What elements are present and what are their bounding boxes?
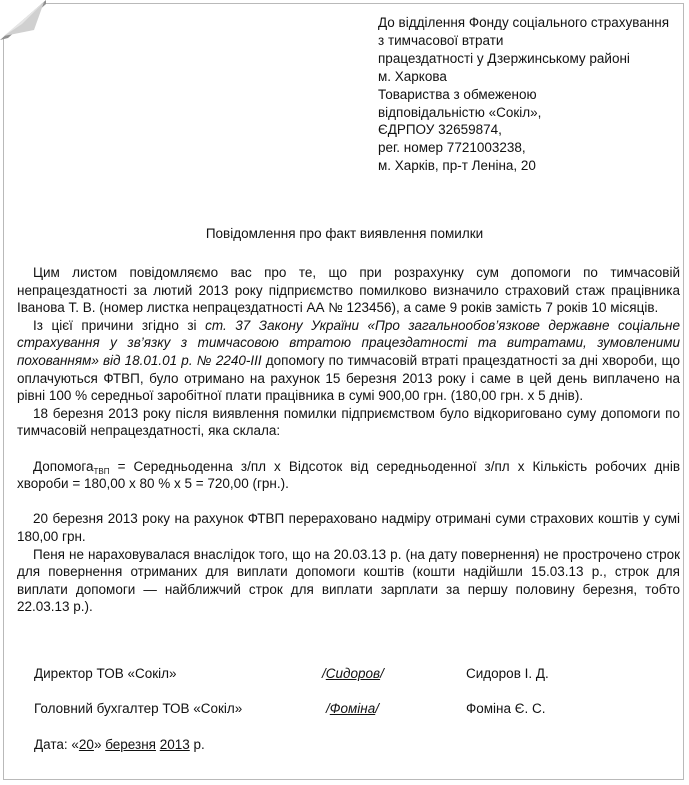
date-year: 2013: [159, 737, 190, 752]
accountant-role: Головний бухгалтер ТОВ «Сокіл»: [34, 701, 243, 716]
director-name: Сидоров І. Д.: [466, 666, 549, 681]
address-line: працездатності у Дзержинському районі: [378, 50, 630, 66]
address-line: До відділення Фонду соціального страхування: [378, 15, 670, 30]
formula: [17, 458, 680, 493]
text-span: допомогу по тимчасовій втраті працездатності за дні хвороби, що оплачуються ФТВП, було отримано на рахунок 15 березня 2013 року і саме в цей день виплачено на рівні 100 % середньої заробітної плати працівника в сумі 900,00 грн. (180,00 грн. х 5 днів).: [17, 352, 680, 404]
director-signature: /Сидоров/: [322, 666, 384, 681]
address-line: відповідальністю «Сокіл»,: [378, 104, 542, 120]
formula-text: = Середньоденна з/пл х Відсоток від середньоденної з/пл х Кількість робочих днів хвороби = 180,00 х 80 % х 5 = 720,00 (грн.).: [17, 458, 680, 492]
address-line: м. Харкова: [378, 68, 447, 84]
page-curl-icon: [0, 0, 46, 40]
formula-subscript: ТВП: [93, 466, 110, 476]
date-suffix: р.: [189, 737, 205, 752]
accountant-signature: /Фоміна/: [326, 701, 379, 716]
paragraph-penalty: Пеня не нараховувалася внаслідок того, що на 20.03.13 р. (на дату повернення) не прострочено строк для повернення отриманих для виплати допомоги коштів (кошти надійшли 15.03.13 р., строк для виплати допомоги — найближчий строк для виплати зарплати за першу половину березня, тобто 22.03.13 р.).: [17, 546, 680, 615]
paragraph-error-notice: Цим листом повідомляємо вас про те, що при розрахунку сум допомоги по тимчасовій непрацездатності за лютий 2013 року підприємство помилково визначило страховий стаж працівника Іванова Т. В. (номер листка непрацездатності АА № 123456), а саме 9 років замість 7 років 10 місяців.: [17, 265, 680, 316]
document-date: [34, 737, 205, 752]
text-span: Із цієї причини згідно зі: [33, 317, 206, 333]
paragraph-refund: 20 березня 2013 року на рахунок ФТВП перераховано надміру отримані суми страхових коштів у сумі 180,00 грн.: [17, 511, 680, 544]
law-reference: ст. 37 Закону України «Про загальнообов’язкове державне соціальне страхування у зв’язку з тимчасовою втратою працездатності та витратами, зумовленими похованням» від 18.01.01 р. № 2240-ІІІ: [17, 317, 680, 368]
address-line: Товариства з обмеженою: [378, 86, 537, 102]
accountant-name: Фоміна Є. С.: [466, 701, 546, 716]
date-separator: »: [93, 737, 106, 752]
document-title: Повідомлення про факт виявлення помилки: [205, 226, 484, 241]
address-line: з тимчасової втрати: [378, 32, 504, 48]
formula-label: Допомога: [33, 458, 94, 474]
director-role: Директор ТОВ «Сокіл»: [34, 666, 177, 681]
paragraph-legal-basis: [17, 317, 680, 405]
address-line: рег. номер 7721003238,: [378, 140, 526, 156]
date-month: березня: [105, 737, 156, 752]
paragraph-correction: 18 березня 2013 року після виявлення помилки підприємством було відкориговано суму допомоги по тимчасовій непрацездатності, яка склала:: [17, 405, 680, 439]
date-day: 20: [78, 737, 94, 752]
accountant-signature-text: Фоміна: [329, 701, 376, 716]
recipient-address: [378, 14, 678, 175]
letter-body: [17, 264, 680, 616]
address-line: м. Харків, пр-т Леніна, 20: [378, 158, 536, 174]
director-signature-text: Сидоров: [325, 666, 381, 681]
date-prefix: Дата: «: [34, 737, 79, 752]
address-line: ЄДРПОУ 32659874,: [378, 122, 502, 138]
